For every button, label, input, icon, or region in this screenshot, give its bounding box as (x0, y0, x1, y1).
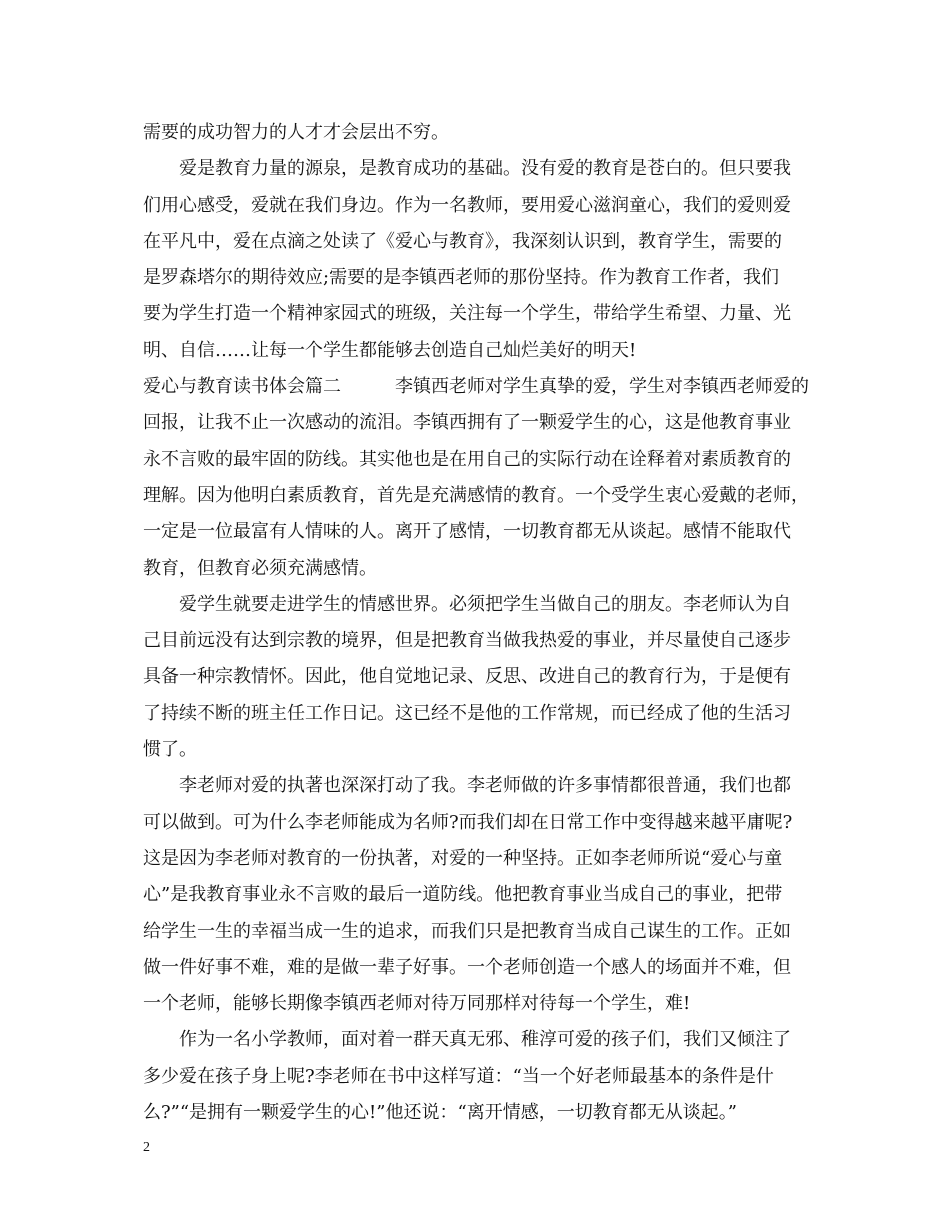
text-line: 爱心与教育读书体会篇二 李镇西老师对学生真挚的爱，学生对李镇西老师爱的 (143, 376, 809, 398)
body-text (143, 115, 813, 1131)
text-line: 做一件好事不难，难的是做一辈子好事。一个老师创造一个感人的场面并不难，但 (143, 956, 791, 978)
page-number: 2 (143, 1140, 150, 1155)
text-line: 永不言败的最牢固的防线。其实他也是在用自己的实际行动在诠释着对素质教育的 (143, 448, 791, 470)
text-line: 一定是一位最富有人情味的人。离开了感情，一切教育都无从谈起。感情不能取代 (143, 521, 791, 543)
text-line: 们用心感受，爱就在我们身边。作为一名教师，要用爱心滋润童心，我们的爱则爱 (143, 194, 791, 216)
text-line: 理解。因为他明白素质教育，首先是充满感情的教育。一个受学生衷心爱戴的老师， (143, 484, 809, 506)
text-line: 李老师对爱的执著也深深打动了我。李老师做的许多事情都很普通，我们也都 (143, 775, 791, 797)
text-line: 教育，但教育必须充满感情。 (143, 557, 377, 579)
text-line: 作为一名小学教师，面对着一群天真无邪、稚淳可爱的孩子们，我们又倾注了 (143, 1029, 791, 1051)
text-line: 多少爱在孩子身上呢?李老师在书中这样写道：“当一个好老师最基本的条件是什 (143, 1065, 774, 1087)
text-line: 需要的成功智力的人才才会层出不穷。 (143, 122, 449, 143)
text-line: 这是因为李老师对教育的一份执著，对爱的一种坚持。正如李老师所说“爱心与童 (143, 847, 783, 869)
text-line: 了持续不断的班主任工作日记。这已经不是他的工作常规，而已经成了他的生活习 (143, 702, 791, 724)
text-line: 回报，让我不止一次感动的流泪。李镇西拥有了一颗爱学生的心，这是他教育事业 (143, 412, 791, 434)
text-line: 是罗森塔尔的期待效应;需要的是李镇西老师的那份坚持。作为教育工作者，我们 (143, 267, 780, 289)
text-line: 惯了。 (143, 739, 197, 761)
text-line: 一个老师，能够长期像李镇西老师对待万同那样对待每一个学生，难! (143, 993, 691, 1015)
text-line: 要为学生打造一个精神家园式的班级，关注每一个学生，带给学生希望、力量、光 (143, 303, 791, 325)
text-line: 爱学生就要走进学生的情感世界。必须把学生当做自己的朋友。李老师认为自 (143, 593, 791, 615)
text-line: 给学生一生的幸福当成一生的追求，而我们只是把教育当成自己谋生的工作。正如 (143, 920, 791, 942)
text-line: 明、自信……让每一个学生都能够去创造自己灿烂美好的明天! (143, 339, 637, 361)
text-line: 么?”“是拥有一颗爱学生的心!”他还说：“离开情感，一切教育都无从谈起。” (143, 1102, 737, 1124)
text-line: 心”是我教育事业永不言败的最后一道防线。他把教育事业当成自己的事业，把带 (143, 884, 783, 906)
text-line: 可以做到。可为什么李老师能成为名师?而我们却在日常工作中变得越来越平庸呢? (143, 811, 793, 833)
text-line: 爱是教育力量的源泉，是教育成功的基础。没有爱的教育是苍白的。但只要我 (143, 158, 791, 180)
text-line: 具备一种宗教情怀。因此，他自觉地记录、反思、改进自己的教育行为，于是便有 (143, 666, 791, 688)
text-line: 在平凡中，爱在点滴之处读了《爱心与教育》，我深刻认识到，教育学生，需要的 (143, 230, 782, 252)
text-line: 己目前远没有达到宗教的境界，但是把教育当做我热爱的事业，并尽量使自己逐步 (143, 630, 791, 652)
